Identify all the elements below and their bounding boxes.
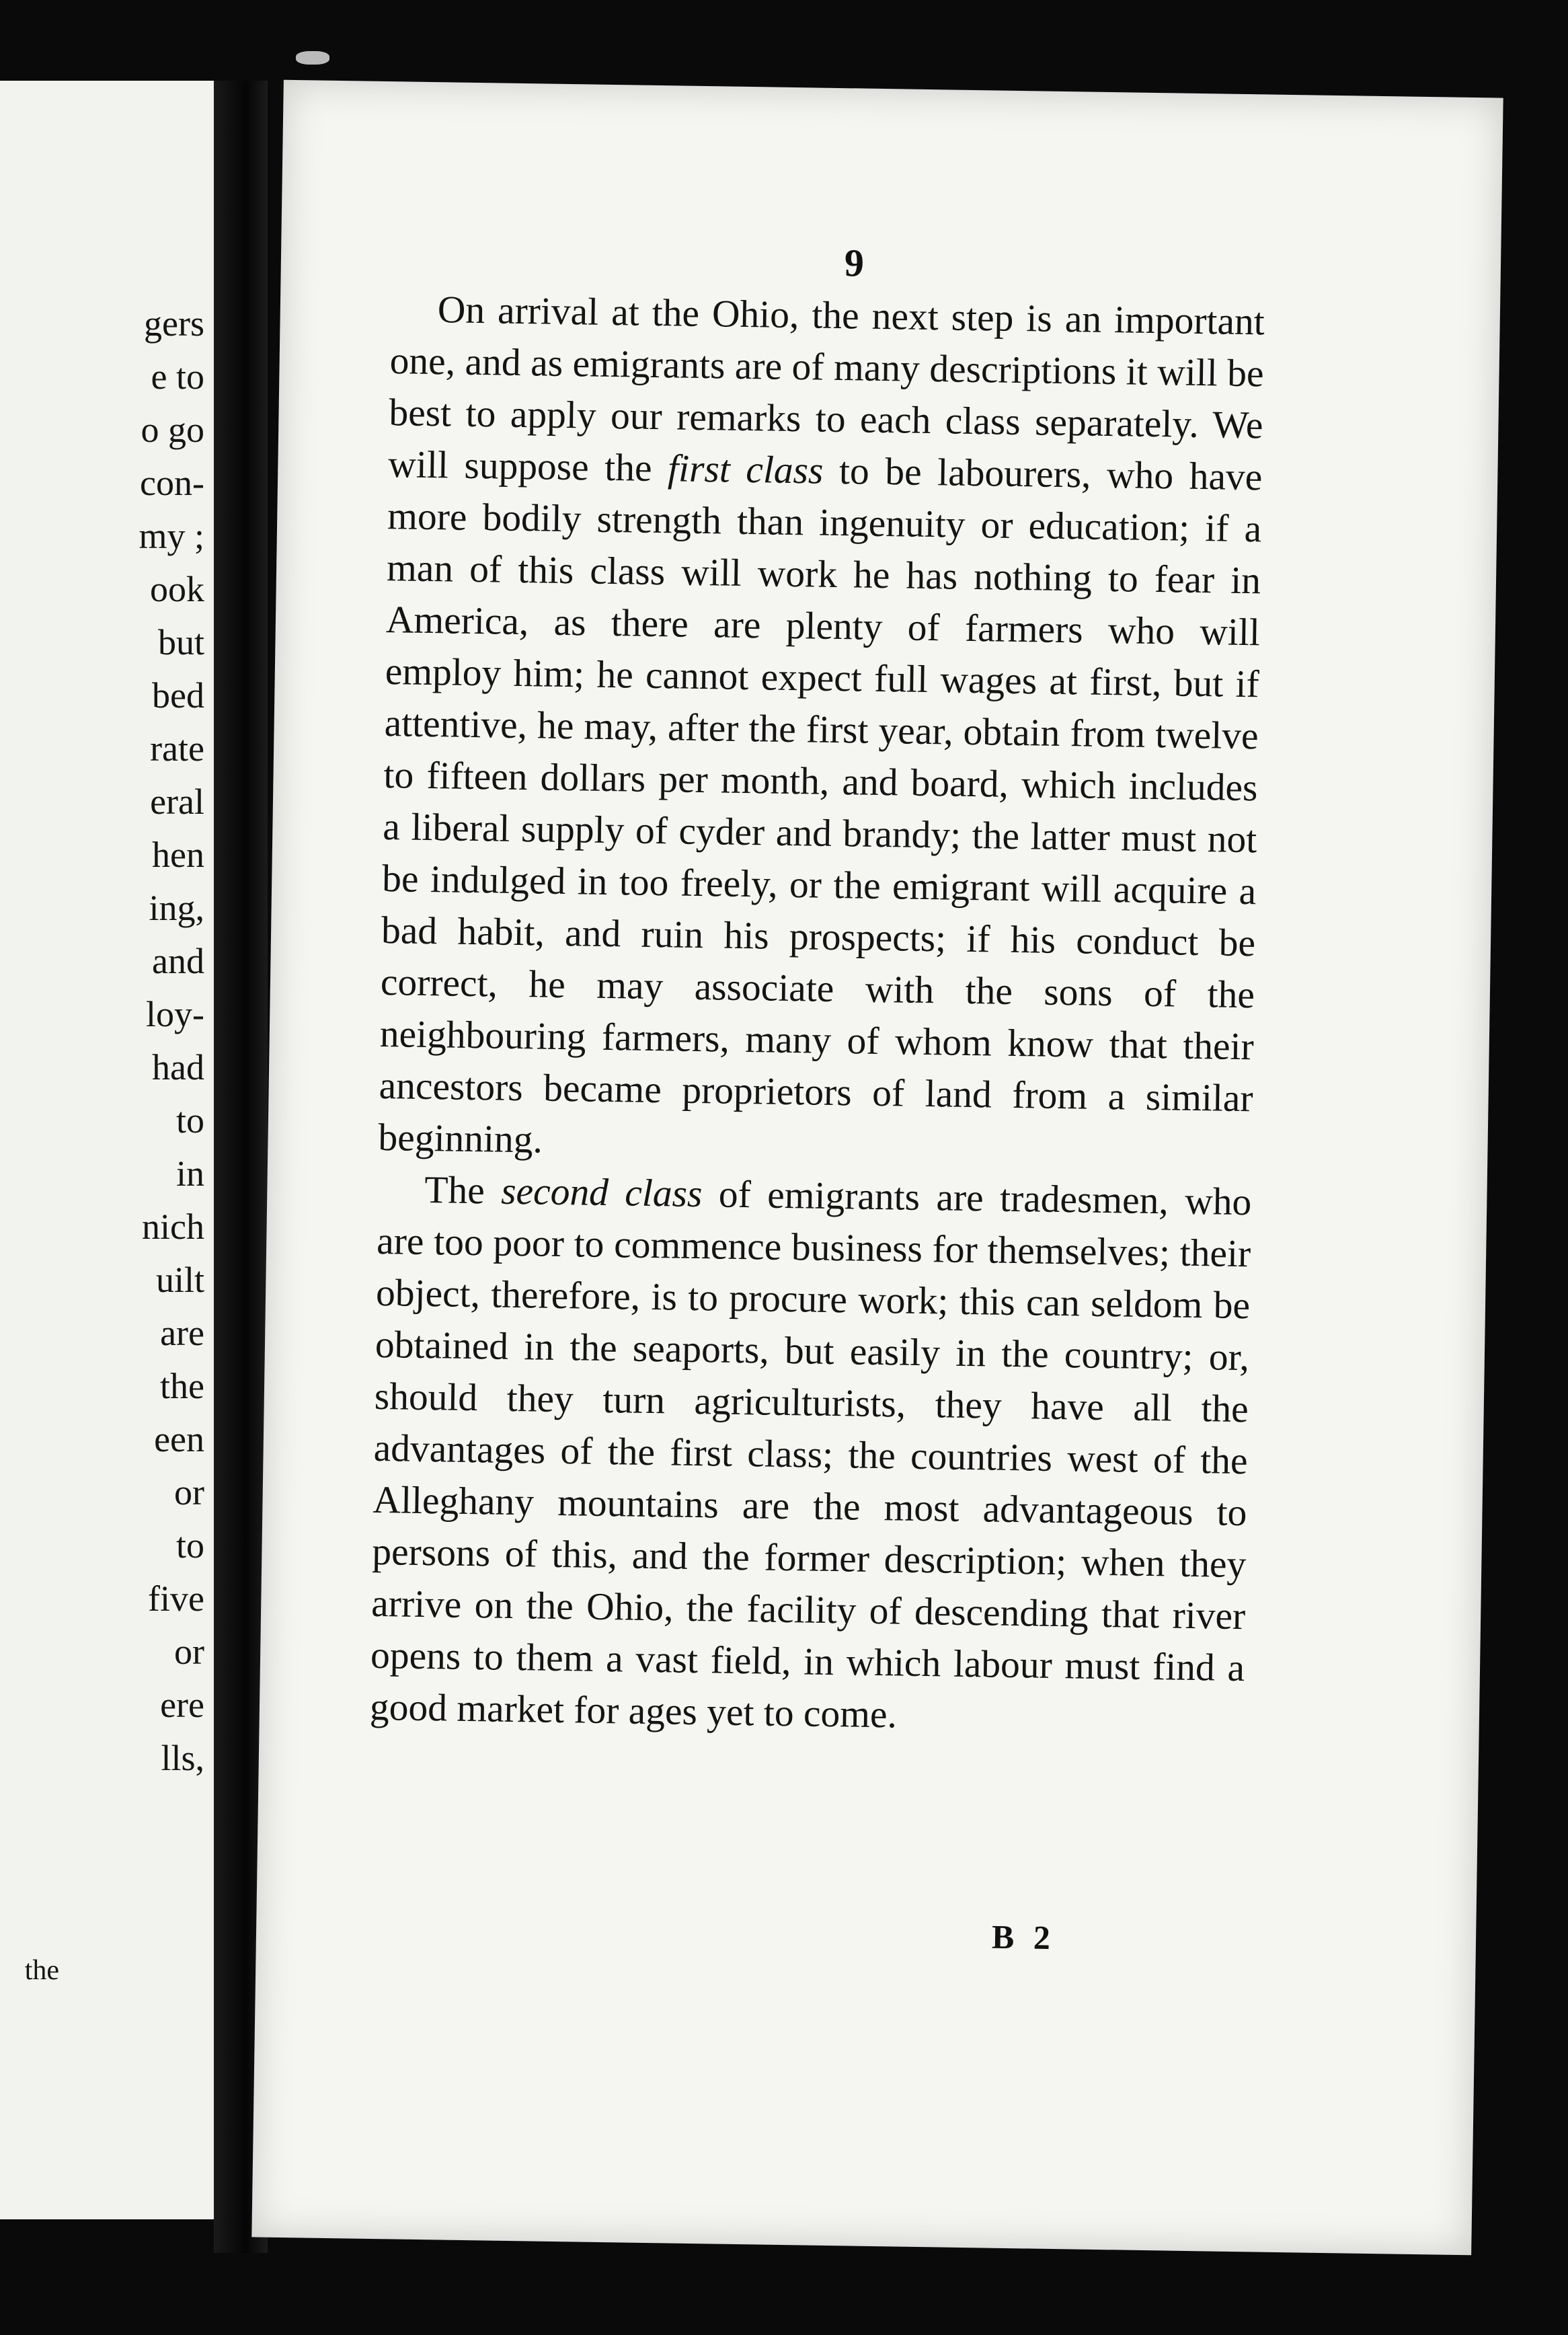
left-fragment-line: had — [152, 1047, 204, 1087]
left-fragment-line: ook — [150, 569, 204, 609]
left-page-catchword: the — [24, 1955, 59, 1986]
left-fragment-line: and — [152, 941, 204, 981]
left-fragment-line: but — [157, 622, 204, 662]
left-fragment-line: eral — [150, 781, 204, 822]
left-fragment-line: een — [154, 1419, 204, 1459]
paper-speck — [296, 51, 329, 65]
paragraph-first-class: On arrival at the Ohio, the next step is an important one, and as emigrants are of many descriptions it will be best to apply our remarks to each class separately. We will suppose the first class to be labourers, who have more bodily strength than ingenuity or education; if a man of this class will work he has nothing to fear in America, as there are plenty of farmers who will employ him; he cannot expect full wages at first, but if attentive, he may, after the first year, obtain from twelve to fifteen dollars per month, and board, which includes a liberal supply of cyder and brandy; the latter must not be indulged in too freely, or the emigrant will acquire a bad habit, and ruin his prospects; if his conduct be correct, he may associate with the sons of the neighbouring farmers, many of whom know that their ancestors became proprietors of land from a similar beginning. — [378, 289, 1265, 1161]
left-fragment-line: in — [175, 1153, 204, 1194]
left-fragment-line: ing, — [149, 888, 204, 928]
left-fragment-line: the — [160, 1366, 204, 1406]
left-fragment-line: gers — [144, 303, 204, 344]
signature-mark: B 2 — [991, 1917, 1056, 1957]
italic-first-class: first class — [667, 447, 824, 492]
left-fragment-line: o go — [141, 410, 204, 450]
left-fragment-line: uilt — [155, 1260, 204, 1300]
page-number: 9 — [844, 241, 865, 285]
left-fragment-line: to — [175, 1525, 204, 1566]
left-fragment-line: loy- — [146, 994, 204, 1034]
paragraph-second-class: The second class of emigrants are tradesmen, who are too poor to commence business for themselves; their object, therefore, is to procure work; this can seldom be obtained in the seaports, but easily in the country; or, should they turn agriculturists, they have all the advantages of the first class; the countries west of the Alleghany mountains are the most advantageous to persons of this, and the former description; when they arrive on the Ohio, the facility of descending that river opens to them a vast field, in which labour must find a good market for ages yet to come. — [369, 1169, 1252, 1736]
left-fragment-line: bed — [152, 675, 204, 716]
left-fragment-line: con- — [140, 463, 204, 503]
left-fragment-line: or — [174, 1632, 204, 1672]
left-fragment-line: are — [160, 1313, 204, 1353]
main-page — [251, 80, 1503, 2256]
left-fragment-line: e to — [151, 356, 204, 397]
left-fragment-line: nich — [142, 1207, 204, 1247]
left-fragment-line: ere — [160, 1685, 204, 1725]
left-facing-page — [0, 81, 214, 2219]
left-fragment-line: hen — [152, 835, 204, 875]
left-fragment-line: five — [148, 1578, 204, 1619]
body-text — [369, 283, 1265, 1746]
left-fragment-line: rate — [150, 728, 204, 769]
left-fragment-line: to — [175, 1100, 204, 1141]
left-fragment-line: lls, — [161, 1738, 204, 1778]
left-fragment-line: my ; — [139, 516, 204, 556]
italic-second-class: second class — [500, 1170, 703, 1216]
left-page-text-fragments — [139, 297, 204, 1785]
left-fragment-line: or — [174, 1472, 204, 1513]
